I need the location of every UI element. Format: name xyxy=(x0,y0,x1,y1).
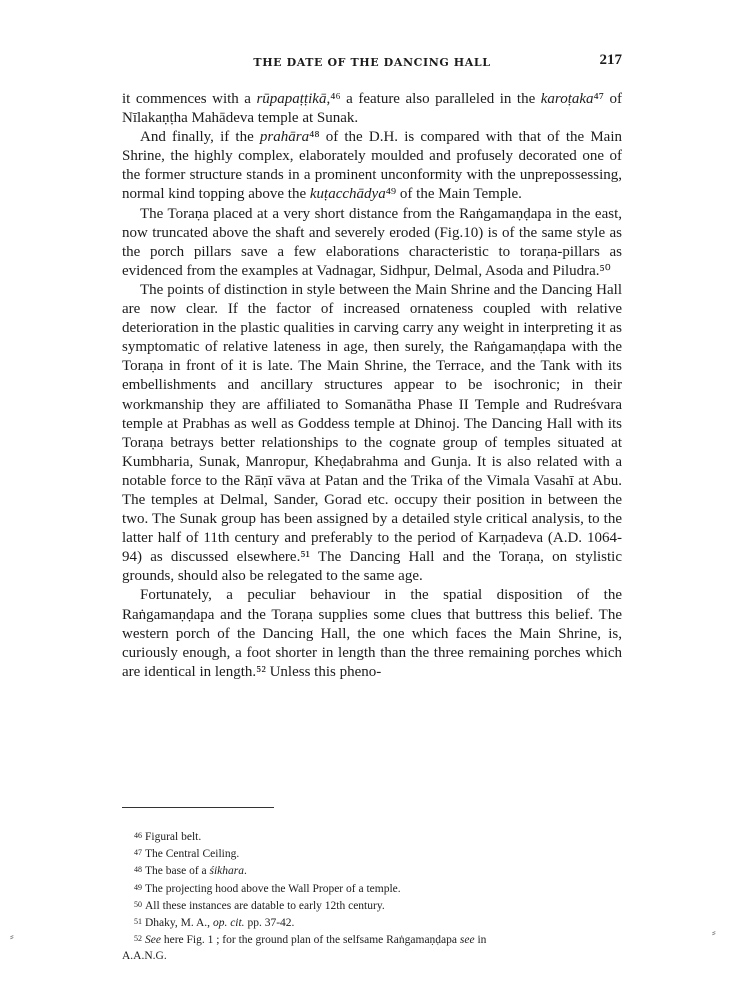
footnote-marker: 50 xyxy=(134,899,142,909)
paragraph: it commences with a rūpapaṭṭikā,⁴⁶ a feature also paralleled in the karoṭaka⁴⁷ of Nīlakaṇṭha Mahādeva temple at Sunak. xyxy=(122,91,622,127)
scan-mark-icon: ⸗ xyxy=(10,930,14,943)
footnote-text: Figural belt. xyxy=(145,831,202,843)
footnote-marker: 52 xyxy=(134,934,142,944)
footnote-text: The Central Ceiling. xyxy=(145,848,240,861)
footnotes xyxy=(122,828,622,965)
running-head xyxy=(122,52,622,74)
footnote xyxy=(122,931,622,948)
footnote-text: The projecting hood above the Wall Proper of a temple. xyxy=(145,882,401,895)
paragraph: The points of distinction in style between the Main Shrine and the Dancing Hall are now clear. If the factor of increased ornateness coupled with relative deterioration in the plastic qualities in carving carry any weight in interpreting it as symptomatic of relative lateness in age, then surely, the Raṅgamaṇḍapa with the Toraṇa in front of it is late. The Main Shrine, the Terrace, and the Tank with its embellishments and ancillary structures appear to be isochronic; in their workmanship they are affiliated to Somanātha Phase II Temple and Rudreśvara temple at Prabhas as well as Goddess temple at Dhinoj. The Dancing Hall with its Toraṇa betrays better relationships to the cognate group of temples situated at Kumbharia, Sunak, Manropur, Kheḍabrahma and Gunja. It is also related with a notable force to the Rāṇī vāva at Patan and the Trika of the Vimala Vasahī at Abu. The temples at Delmal, Sander, Gorad etc. occupy their position in between the two. The Sunak group has been assigned by a detailed style critical analysis, to the latter half of 11th century and preferably to the period of Karṇadeva (A.D. 1064-94) as discussed elsewhere.⁵¹ The Dancing Hall and the Toraṇa, on stylistic grounds, should also be relegated to the same age. xyxy=(122,281,622,585)
footnote-text: All these instances are datable to early 12th century. xyxy=(145,899,385,912)
footnote-marker: 46 xyxy=(134,831,142,840)
footnote-text: See here Fig. 1 ; for the ground plan of the selfsame Raṅgamaṇḍapa see in xyxy=(145,934,487,947)
footnote-text: Dhaky, M. A., op. cit. pp. 37-42. xyxy=(145,917,295,930)
body-text xyxy=(122,90,622,682)
running-title: THE DATE OF THE DANCING HALL xyxy=(253,56,491,69)
page-number: 217 xyxy=(599,52,622,68)
footnote xyxy=(122,897,622,914)
footnote xyxy=(122,862,622,879)
footnote xyxy=(122,914,622,931)
footnote-marker: 49 xyxy=(134,882,142,892)
footnote xyxy=(122,845,622,862)
footnote-marker: 47 xyxy=(134,848,142,858)
paragraph: The Toraṇa placed at a very short distance from the Raṅgamaṇḍapa in the east, now truncated above the shaft and severely eroded (Fig.10) is of the same style as the porch pillars save a few elaborations characteristic to toraṇa-pillars as evidenced from the examples at Vadnagar, Sidhpur, Delmal, Asoda and Piludra.⁵⁰ xyxy=(122,205,622,279)
footnote xyxy=(122,880,622,897)
paragraph: And finally, if the prahāra⁴⁸ of the D.H. is compared with that of the Main Shrine, the highly complex, elaborately moulded and profusely decorated one of the former structure stands in a prominent unconformity with the unprepossessing, normal kind topping above the kuṭacchādya⁴⁹ of the Main Temple. xyxy=(122,129,622,203)
footnote-continuation: A.A.N.G. xyxy=(122,950,167,963)
footnote-marker: 48 xyxy=(134,865,142,875)
footnote-marker: 51 xyxy=(134,917,142,927)
footnote xyxy=(122,828,622,845)
scan-mark-icon: ⸗ xyxy=(712,926,716,939)
footnote-text: The base of a śikhara. xyxy=(145,865,247,878)
paragraph: Fortunately, a peculiar behaviour in the spatial disposition of the Raṅgamaṇḍapa and the Toraṇa supplies some clues that buttress this belief. The western porch of the Dancing Hall, the one which faces the Main Shrine, is, curiously enough, a foot shorter in length than the three remaining porches which are identical in length.⁵² Unless this pheno- xyxy=(122,587,622,680)
footnote-rule xyxy=(122,807,274,808)
